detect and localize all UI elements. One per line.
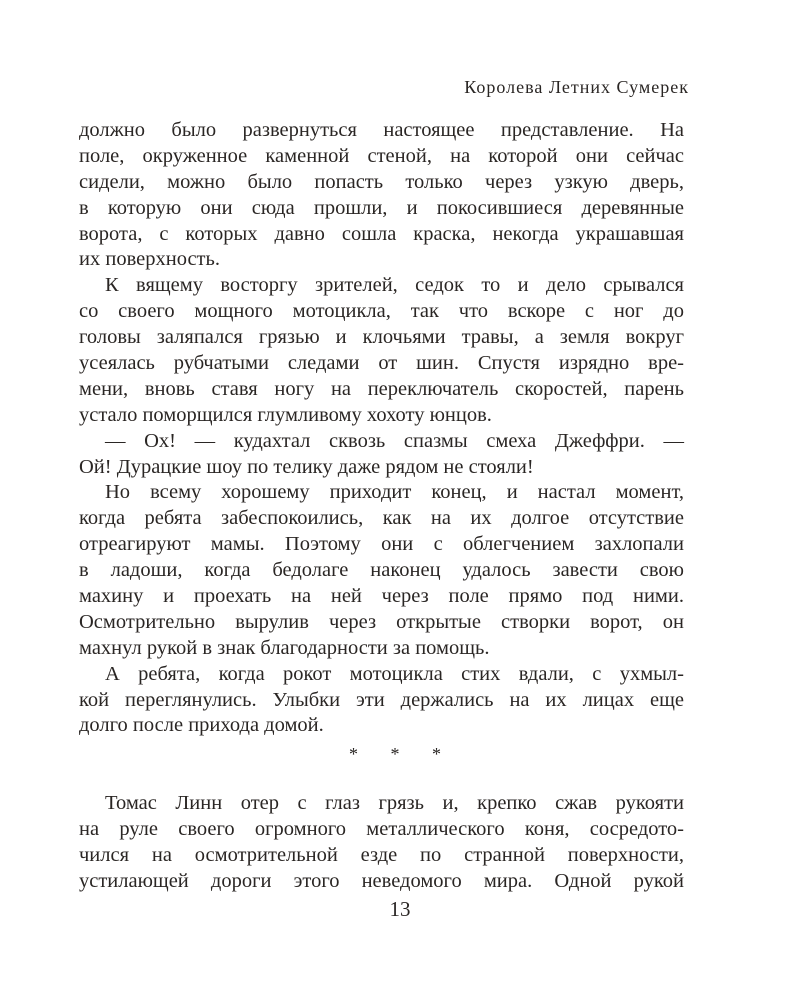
running-header-title: Королева Летних Сумерек [464, 77, 689, 97]
text-line: их поверхность. [79, 248, 220, 271]
text-line: кой переглянулись. Улыбки эти держались на их лицах еще [79, 688, 684, 711]
text-line: отреагируют мамы. Поэтому они с облегчением захлопали [79, 533, 684, 556]
text-line: на руле своего огромного металлического коня, сосредото- [79, 817, 684, 840]
text-line: Ой! Дурацкие шоу по телику даже рядом не стояли! [79, 455, 534, 478]
text-line: усеялась рубчатыми следами от шин. Спустя изрядно вре- [79, 352, 684, 375]
text-line: головы заляпался грязью и клочьями травы, а земля вокруг [79, 326, 684, 349]
text-line: должно было развернуться настоящее представление. На [79, 119, 684, 141]
text-line: мени, вновь ставя ногу на переключатель скоростей, парень [79, 377, 684, 400]
text-line: чился на осмотрительной езде по странной поверхности, [79, 843, 684, 866]
text-block-new-scene [79, 791, 684, 895]
text-line: устало поморщился глумливому хохоту юнцов. [79, 403, 492, 426]
text-line: махину и проехать на ней через поле прямо под ними. [79, 585, 684, 608]
text-line: Томас Линн отер с глаз грязь и, крепко сжав рукояти [105, 792, 684, 814]
text-line: сидели, можно было попасть только через узкую дверь, [79, 170, 684, 193]
text-line: Но всему хорошему приходит конец, и настал момент, [105, 481, 684, 504]
text-line: поле, окруженное каменной стеной, на которой они сейчас [79, 144, 684, 167]
text-line: когда ребята забеспокоились, как на их долгое отсутствие [79, 507, 684, 530]
text-line: А ребята, когда рокот мотоцикла стих вдали, с ухмыл- [105, 662, 684, 685]
scene-break: * * * [349, 744, 455, 764]
text-line: в которую они сюда прошли, и покосившиеся деревянные [79, 196, 684, 219]
text-block-main [79, 118, 684, 739]
text-line: со своего мощного мотоцикла, так что вскоре с ног до [79, 300, 684, 323]
text-line: долго после прихода домой. [79, 714, 324, 737]
text-line: махнул рукой в знак благодарности за помощь. [79, 636, 490, 659]
text-line: Осмотрительно вырулив через открытые створки ворот, он [79, 610, 684, 633]
text-line: — Ох! — кудахтал сквозь спазмы смеха Джеффри. — [105, 429, 684, 452]
text-line: К вящему восторгу зрителей, седок то и дело срывался [105, 274, 684, 297]
text-line: устилающей дороги этого неведомого мира. Одной рукой [79, 869, 684, 892]
page-number: 13 [389, 897, 411, 921]
text-line: в ладоши, когда бедолаге наконец удалось завести свою [79, 559, 684, 582]
text-line: ворота, с которых давно сошла краска, некогда украшавшая [79, 222, 684, 245]
